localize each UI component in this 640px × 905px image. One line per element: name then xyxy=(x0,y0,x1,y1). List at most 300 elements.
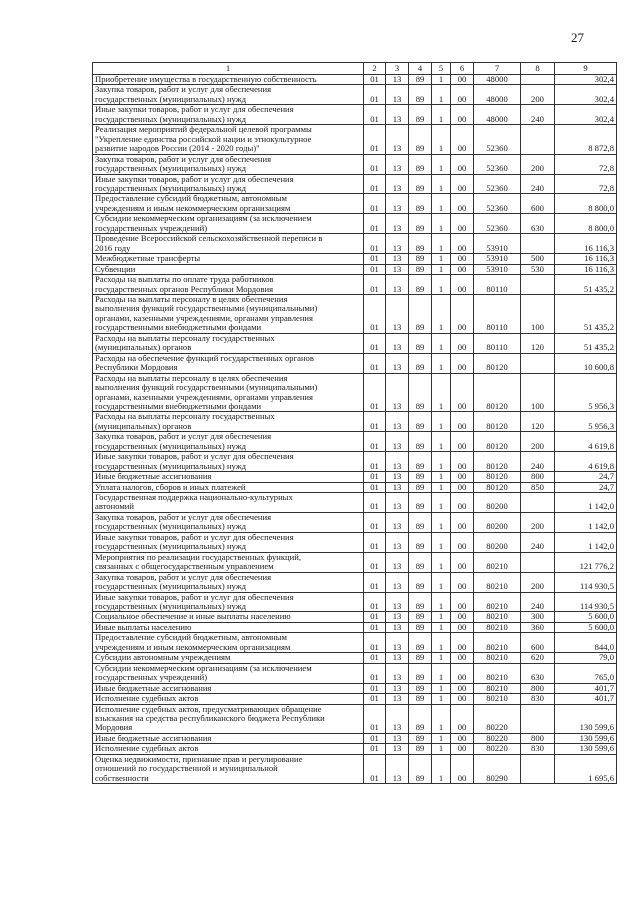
row-code: 80120 xyxy=(474,353,521,373)
row-code: 600 xyxy=(521,633,555,653)
row-code: 89 xyxy=(409,653,432,663)
table-row xyxy=(93,622,617,632)
row-code: 80200 xyxy=(474,493,521,513)
row-code: 01 xyxy=(364,532,386,552)
row-code: 00 xyxy=(451,683,474,693)
row-amount: 8 872,8 xyxy=(555,125,617,154)
row-code: 52360 xyxy=(474,154,521,174)
row-code: 89 xyxy=(409,75,432,85)
row-code: 00 xyxy=(451,493,474,513)
row-amount: 1 142,0 xyxy=(555,512,617,532)
row-code: 13 xyxy=(386,105,409,125)
row-code: 630 xyxy=(521,214,555,234)
row-description: Предоставление субсидий бюджетным, автономным учреждениям и иным некоммерческим организациям xyxy=(93,194,364,214)
row-amount: 1 142,0 xyxy=(555,532,617,552)
row-code: 1 xyxy=(432,612,451,622)
row-code: 00 xyxy=(451,572,474,592)
row-code: 80210 xyxy=(474,622,521,632)
row-code: 01 xyxy=(364,733,386,743)
row-code: 89 xyxy=(409,154,432,174)
table-row xyxy=(93,663,617,683)
row-code: 52360 xyxy=(474,174,521,194)
row-description: Закупка товаров, работ и услуг для обеспечения государственных (муниципальных) нужд xyxy=(93,572,364,592)
row-code: 00 xyxy=(451,512,474,532)
table-row xyxy=(93,373,617,412)
table-row xyxy=(93,452,617,472)
row-code: 89 xyxy=(409,85,432,105)
row-code: 13 xyxy=(386,432,409,452)
row-code: 200 xyxy=(521,432,555,452)
row-code: 01 xyxy=(364,683,386,693)
row-code: 00 xyxy=(451,733,474,743)
row-description: Иные закупки товаров, работ и услуг для обеспечения государственных (муниципальных) нужд xyxy=(93,532,364,552)
row-code: 1 xyxy=(432,412,451,432)
row-code: 80220 xyxy=(474,733,521,743)
row-description: Приобретение имущества в государственную собственность xyxy=(93,75,364,85)
row-amount: 16 116,3 xyxy=(555,264,617,274)
row-amount: 302,4 xyxy=(555,75,617,85)
row-code: 00 xyxy=(451,622,474,632)
row-code: 53910 xyxy=(474,234,521,254)
table-row xyxy=(93,85,617,105)
table-row xyxy=(93,174,617,194)
page-number: 27 xyxy=(571,30,584,45)
row-code: 1 xyxy=(432,234,451,254)
row-code: 80120 xyxy=(474,373,521,412)
row-code: 01 xyxy=(364,125,386,154)
row-description: Проведение Всероссийской сельскохозяйственной переписи в 2016 году xyxy=(93,234,364,254)
row-code: 13 xyxy=(386,154,409,174)
row-amount: 302,4 xyxy=(555,85,617,105)
row-code: 13 xyxy=(386,373,409,412)
table-row xyxy=(93,694,617,704)
row-code: 500 xyxy=(521,254,555,264)
table-row xyxy=(93,214,617,234)
table-row xyxy=(93,683,617,693)
row-code: 89 xyxy=(409,353,432,373)
table-row xyxy=(93,653,617,663)
row-code: 1 xyxy=(432,622,451,632)
row-description: Иные выплаты населению xyxy=(93,622,364,632)
row-description: Субвенции xyxy=(93,264,364,274)
row-code xyxy=(521,552,555,572)
row-code: 89 xyxy=(409,704,432,733)
row-amount: 130 599,6 xyxy=(555,733,617,743)
table-row xyxy=(93,154,617,174)
budget-table xyxy=(92,62,617,784)
row-amount: 130 599,6 xyxy=(555,744,617,754)
row-code: 01 xyxy=(364,704,386,733)
row-code: 89 xyxy=(409,432,432,452)
row-code: 89 xyxy=(409,194,432,214)
row-amount: 401,7 xyxy=(555,694,617,704)
row-description: Закупка товаров, работ и услуг для обеспечения государственных (муниципальных) нужд xyxy=(93,512,364,532)
row-code: 240 xyxy=(521,592,555,612)
row-code: 620 xyxy=(521,653,555,663)
row-amount: 5 956,3 xyxy=(555,373,617,412)
row-code: 120 xyxy=(521,412,555,432)
row-code: 800 xyxy=(521,733,555,743)
row-code: 80110 xyxy=(474,294,521,333)
row-code: 00 xyxy=(451,85,474,105)
row-amount: 72,8 xyxy=(555,154,617,174)
row-description: Расходы на выплаты персоналу государственных (муниципальных) органов xyxy=(93,412,364,432)
row-code: 1 xyxy=(432,733,451,743)
row-code: 00 xyxy=(451,663,474,683)
table-row xyxy=(93,264,617,274)
row-description: Субсидии автономным учреждениям xyxy=(93,653,364,663)
row-code xyxy=(521,275,555,295)
row-code: 01 xyxy=(364,154,386,174)
row-description: Иные закупки товаров, работ и услуг для обеспечения государственных (муниципальных) нужд xyxy=(93,452,364,472)
row-code: 80120 xyxy=(474,432,521,452)
row-code xyxy=(521,75,555,85)
row-code: 1 xyxy=(432,694,451,704)
row-code: 530 xyxy=(521,264,555,274)
row-code: 1 xyxy=(432,704,451,733)
column-header: 2 xyxy=(364,63,386,75)
row-code: 80210 xyxy=(474,552,521,572)
row-code: 630 xyxy=(521,663,555,683)
row-code: 80210 xyxy=(474,633,521,653)
row-code: 300 xyxy=(521,612,555,622)
row-code: 00 xyxy=(451,264,474,274)
row-description: Иные закупки товаров, работ и услуг для обеспечения государственных (муниципальных) нужд xyxy=(93,174,364,194)
row-code: 13 xyxy=(386,744,409,754)
row-code: 13 xyxy=(386,234,409,254)
row-code: 100 xyxy=(521,373,555,412)
table-row xyxy=(93,733,617,743)
row-code: 01 xyxy=(364,85,386,105)
row-code: 13 xyxy=(386,612,409,622)
row-code: 01 xyxy=(364,744,386,754)
row-amount: 79,0 xyxy=(555,653,617,663)
row-code: 89 xyxy=(409,174,432,194)
row-code: 13 xyxy=(386,412,409,432)
row-code: 53910 xyxy=(474,254,521,264)
row-amount: 8 800,0 xyxy=(555,194,617,214)
row-code: 01 xyxy=(364,254,386,264)
row-code: 01 xyxy=(364,432,386,452)
row-code: 01 xyxy=(364,512,386,532)
row-description: Расходы на выплаты персоналу в целях обеспечения выполнения функций государственными (муниципальными) органами, казенными учреждениями, органами управления государственными внебюджетными фондами xyxy=(93,294,364,333)
row-amount: 1 695,6 xyxy=(555,754,617,783)
table-row xyxy=(93,754,617,783)
row-code: 89 xyxy=(409,234,432,254)
table-row xyxy=(93,194,617,214)
table-row xyxy=(93,704,617,733)
row-code: 13 xyxy=(386,572,409,592)
row-code: 00 xyxy=(451,552,474,572)
row-amount: 51 435,2 xyxy=(555,333,617,353)
row-code: 80200 xyxy=(474,532,521,552)
row-code: 01 xyxy=(364,234,386,254)
row-code: 1 xyxy=(432,552,451,572)
row-code: 1 xyxy=(432,683,451,693)
row-description: Субсидии некоммерческим организациям (за исключением государственных учреждений) xyxy=(93,214,364,234)
row-code: 01 xyxy=(364,412,386,432)
row-code: 13 xyxy=(386,75,409,85)
row-amount: 24,7 xyxy=(555,472,617,482)
row-amount: 10 600,8 xyxy=(555,353,617,373)
row-code: 00 xyxy=(451,275,474,295)
row-code: 1 xyxy=(432,452,451,472)
row-code: 00 xyxy=(451,472,474,482)
row-code: 13 xyxy=(386,512,409,532)
row-code: 13 xyxy=(386,125,409,154)
row-code: 89 xyxy=(409,592,432,612)
row-code: 00 xyxy=(451,294,474,333)
row-code: 01 xyxy=(364,592,386,612)
row-code: 89 xyxy=(409,733,432,743)
row-code: 89 xyxy=(409,294,432,333)
row-code: 00 xyxy=(451,432,474,452)
row-description: Предоставление субсидий бюджетным, автономным учреждениям и иным некоммерческим организациям xyxy=(93,633,364,653)
row-code: 89 xyxy=(409,482,432,492)
row-code: 800 xyxy=(521,472,555,482)
row-code: 89 xyxy=(409,633,432,653)
row-description: Оценка недвижимости, признание прав и регулирование отношений по государственной и муниципальной собственности xyxy=(93,754,364,783)
row-code: 13 xyxy=(386,275,409,295)
row-code: 80290 xyxy=(474,754,521,783)
column-header: 6 xyxy=(451,63,474,75)
row-code: 89 xyxy=(409,622,432,632)
row-amount: 16 116,3 xyxy=(555,234,617,254)
row-code: 13 xyxy=(386,472,409,482)
row-code: 13 xyxy=(386,592,409,612)
row-code: 89 xyxy=(409,214,432,234)
row-amount: 765,0 xyxy=(555,663,617,683)
table-row xyxy=(93,612,617,622)
row-code: 120 xyxy=(521,333,555,353)
row-description: Расходы на выплаты персоналу в целях обеспечения выполнения функций государственными (муниципальными) органами, казенными учреждениями, органами управления государственными внебюджетными фондами xyxy=(93,373,364,412)
row-description: Расходы на выплаты по оплате труда работников государственных органов Республики Мордовия xyxy=(93,275,364,295)
row-code: 1 xyxy=(432,472,451,482)
row-code: 01 xyxy=(364,694,386,704)
row-amount: 8 800,0 xyxy=(555,214,617,234)
table-row xyxy=(93,572,617,592)
row-code xyxy=(521,234,555,254)
row-code: 00 xyxy=(451,105,474,125)
table-row xyxy=(93,432,617,452)
row-code: 01 xyxy=(364,552,386,572)
table-row xyxy=(93,472,617,482)
row-code: 1 xyxy=(432,275,451,295)
row-code: 01 xyxy=(364,472,386,482)
row-code: 1 xyxy=(432,532,451,552)
row-code: 01 xyxy=(364,493,386,513)
column-header: 9 xyxy=(555,63,617,75)
row-code: 00 xyxy=(451,75,474,85)
row-code: 01 xyxy=(364,373,386,412)
row-code: 1 xyxy=(432,294,451,333)
row-code: 80210 xyxy=(474,683,521,693)
row-code: 850 xyxy=(521,482,555,492)
row-code: 13 xyxy=(386,214,409,234)
row-code: 1 xyxy=(432,214,451,234)
row-amount: 72,8 xyxy=(555,174,617,194)
row-code: 13 xyxy=(386,174,409,194)
row-code: 80200 xyxy=(474,512,521,532)
row-code: 89 xyxy=(409,754,432,783)
row-code: 01 xyxy=(364,264,386,274)
row-code: 1 xyxy=(432,482,451,492)
row-code: 80220 xyxy=(474,744,521,754)
row-description: Государственная поддержка национально-культурных автономий xyxy=(93,493,364,513)
row-code: 00 xyxy=(451,592,474,612)
row-code: 13 xyxy=(386,633,409,653)
row-code xyxy=(521,704,555,733)
row-code: 89 xyxy=(409,333,432,353)
row-code: 00 xyxy=(451,194,474,214)
row-amount: 114 930,5 xyxy=(555,572,617,592)
row-code: 01 xyxy=(364,663,386,683)
row-code: 1 xyxy=(432,264,451,274)
row-code: 01 xyxy=(364,275,386,295)
row-code: 80210 xyxy=(474,592,521,612)
row-code: 13 xyxy=(386,264,409,274)
row-code: 13 xyxy=(386,733,409,743)
row-code: 1 xyxy=(432,154,451,174)
row-code: 1 xyxy=(432,353,451,373)
row-description: Иные бюджетные ассигнования xyxy=(93,733,364,743)
row-code: 240 xyxy=(521,174,555,194)
row-amount: 5 600,0 xyxy=(555,612,617,622)
row-code: 1 xyxy=(432,633,451,653)
row-description: Межбюджетные трансферты xyxy=(93,254,364,264)
row-code: 1 xyxy=(432,572,451,592)
row-code: 52360 xyxy=(474,194,521,214)
row-code: 80120 xyxy=(474,452,521,472)
row-description: Исполнение судебных актов xyxy=(93,694,364,704)
table-row xyxy=(93,532,617,552)
column-header: 7 xyxy=(474,63,521,75)
row-code: 52360 xyxy=(474,125,521,154)
row-code: 01 xyxy=(364,452,386,472)
row-code: 13 xyxy=(386,653,409,663)
column-header: 4 xyxy=(409,63,432,75)
row-description: Закупка товаров, работ и услуг для обеспечения государственных (муниципальных) нужд xyxy=(93,85,364,105)
row-code: 89 xyxy=(409,254,432,264)
table-row xyxy=(93,592,617,612)
row-code xyxy=(521,754,555,783)
row-amount: 51 435,2 xyxy=(555,275,617,295)
row-code: 13 xyxy=(386,254,409,264)
row-code: 00 xyxy=(451,214,474,234)
table-row xyxy=(93,275,617,295)
row-code: 00 xyxy=(451,373,474,412)
row-code: 01 xyxy=(364,174,386,194)
row-code: 01 xyxy=(364,214,386,234)
table-row xyxy=(93,412,617,432)
row-code: 89 xyxy=(409,694,432,704)
row-code: 89 xyxy=(409,493,432,513)
table-row xyxy=(93,353,617,373)
row-description: Расходы на обеспечение функций государственных органов Республики Мордовия xyxy=(93,353,364,373)
row-code: 01 xyxy=(364,75,386,85)
table-row xyxy=(93,744,617,754)
row-description: Реализация мероприятий федеральной целевой программы "Укрепление единства российской нации и этнокультурное развитие народов России (2014 - 2020 годы)" xyxy=(93,125,364,154)
row-description: Иные закупки товаров, работ и услуг для обеспечения государственных (муниципальных) нужд xyxy=(93,592,364,612)
table-row xyxy=(93,254,617,264)
row-code: 01 xyxy=(364,294,386,333)
row-code: 600 xyxy=(521,194,555,214)
row-code: 13 xyxy=(386,704,409,733)
row-code: 80220 xyxy=(474,704,521,733)
row-code: 89 xyxy=(409,663,432,683)
row-code: 13 xyxy=(386,663,409,683)
row-code: 00 xyxy=(451,154,474,174)
row-code: 48000 xyxy=(474,75,521,85)
row-code: 13 xyxy=(386,622,409,632)
row-code: 01 xyxy=(364,572,386,592)
row-code: 200 xyxy=(521,572,555,592)
row-code: 1 xyxy=(432,254,451,264)
row-amount: 4 619,8 xyxy=(555,452,617,472)
row-code: 01 xyxy=(364,105,386,125)
row-code: 13 xyxy=(386,532,409,552)
row-code: 13 xyxy=(386,452,409,472)
row-code: 89 xyxy=(409,373,432,412)
row-code: 13 xyxy=(386,85,409,105)
column-header: 5 xyxy=(432,63,451,75)
row-code xyxy=(521,125,555,154)
row-code: 80120 xyxy=(474,482,521,492)
row-code: 800 xyxy=(521,683,555,693)
row-code: 00 xyxy=(451,612,474,622)
row-amount: 24,7 xyxy=(555,482,617,492)
row-code: 01 xyxy=(364,612,386,622)
row-code: 80210 xyxy=(474,694,521,704)
row-code: 89 xyxy=(409,612,432,622)
table-row xyxy=(93,75,617,85)
row-code: 80110 xyxy=(474,275,521,295)
row-code: 89 xyxy=(409,744,432,754)
row-code: 80210 xyxy=(474,663,521,683)
row-description: Исполнение судебных актов, предусматривающих обращение взыскания на средства республиканского бюджета Республики Мордовия xyxy=(93,704,364,733)
row-code: 80110 xyxy=(474,333,521,353)
row-code: 13 xyxy=(386,294,409,333)
row-code: 1 xyxy=(432,432,451,452)
table-row xyxy=(93,633,617,653)
row-description: Мероприятия по реализации государственных функций, связанных с общегосударственным управлением xyxy=(93,552,364,572)
row-code: 00 xyxy=(451,633,474,653)
row-code: 52360 xyxy=(474,214,521,234)
row-code: 200 xyxy=(521,512,555,532)
row-code: 13 xyxy=(386,333,409,353)
row-amount: 5 600,0 xyxy=(555,622,617,632)
row-code: 360 xyxy=(521,622,555,632)
row-code: 01 xyxy=(364,194,386,214)
row-amount: 121 776,2 xyxy=(555,552,617,572)
row-code: 1 xyxy=(432,333,451,353)
row-code: 00 xyxy=(451,694,474,704)
row-code: 00 xyxy=(451,452,474,472)
row-code: 240 xyxy=(521,452,555,472)
row-amount: 4 619,8 xyxy=(555,432,617,452)
table-row xyxy=(93,234,617,254)
table-header-row xyxy=(93,63,617,75)
row-code: 1 xyxy=(432,75,451,85)
row-code: 01 xyxy=(364,633,386,653)
table-row xyxy=(93,552,617,572)
row-code: 00 xyxy=(451,704,474,733)
row-code: 80210 xyxy=(474,612,521,622)
row-code: 89 xyxy=(409,275,432,295)
row-code: 1 xyxy=(432,194,451,214)
row-code: 240 xyxy=(521,532,555,552)
row-code: 89 xyxy=(409,532,432,552)
